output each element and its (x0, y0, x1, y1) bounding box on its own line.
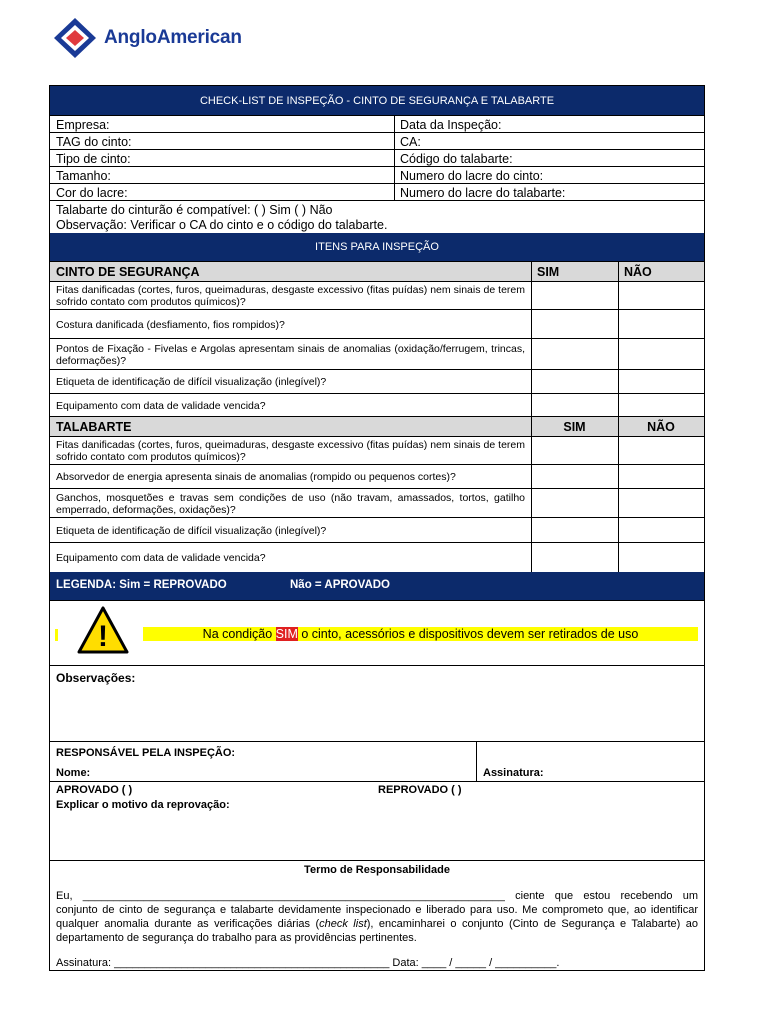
checklist-row (50, 488, 704, 518)
warning-text-after: o cinto, acessórios e dispositivos devem ser retirados de uso (297, 627, 639, 641)
highlight-mark (55, 629, 58, 641)
approval-block (50, 781, 704, 860)
nao-checkbox-cell[interactable] (618, 339, 704, 370)
sim-checkbox-cell[interactable] (531, 543, 618, 573)
warning-text-before: Na condição (202, 627, 276, 641)
company-logo (52, 16, 242, 60)
checklist-row (50, 393, 704, 418)
nao-checkbox-cell[interactable] (618, 437, 704, 465)
sim-checkbox-cell[interactable] (531, 518, 618, 543)
checklist-row (50, 309, 704, 339)
info-label-right: Código do talabarte: (400, 151, 513, 166)
checklist-question: Etiqueta de identificação de difícil visualização (inlegível)? (56, 524, 327, 537)
info-label-left: Cor do lacre: (56, 185, 128, 200)
assinatura-label: Assinatura: (483, 767, 544, 779)
info-row (50, 132, 704, 150)
talabarte-header-row (50, 416, 704, 436)
nao-checkbox-cell[interactable] (618, 465, 704, 489)
checklist-row (50, 338, 704, 370)
checklist-question: Costura danificada (desfiamento, fios rompidos)? (56, 318, 285, 331)
info-label-left: Empresa: (56, 117, 110, 132)
termo-title: Termo de Responsabilidade (304, 864, 450, 876)
info-row (50, 183, 704, 201)
checklist-row (50, 369, 704, 394)
checklist-row (50, 436, 704, 465)
warning-text (143, 627, 698, 641)
legend-left: LEGENDA: Sim = REPROVADO (56, 579, 227, 591)
reprovado-label: REPROVADO ( ) (378, 784, 462, 796)
info-label-left: Tipo de cinto: (56, 151, 131, 166)
checklist-row (50, 281, 704, 310)
explicar-label: Explicar o motivo da reprovação: (56, 799, 230, 811)
checklist-question: Ganchos, mosquetões e travas sem condições de uso (não travam, amassados, tortos, gatilho emperrado, deformações, oxidações)? (56, 491, 525, 516)
info-row (50, 166, 704, 184)
compat-line: Talabarte do cinturão é compatível: ( ) Sim ( ) Não (56, 203, 333, 217)
checklist-question: Pontos de Fixação - Fivelas e Argolas apresentam sinais de anomalias (oxidação/ferrugem, trincas, deformações)? (56, 342, 525, 367)
checklist-row (50, 542, 704, 573)
checklist-question: Equipamento com data de validade vencida? (56, 552, 266, 564)
nao-checkbox-cell[interactable] (618, 282, 704, 310)
form-title-bar (50, 86, 704, 115)
sim-checkbox-cell[interactable] (531, 370, 618, 394)
nao-checkbox-cell[interactable] (618, 543, 704, 573)
items-header: ITENS PARA INSPEÇÃO (315, 241, 439, 253)
sim-checkbox-cell[interactable] (531, 310, 618, 339)
termo-paragraph-a: Eu, _____________________________________________________________________ ciente que estou recebendo um conjunto de cinto de segurança e talabarte devidamente inspecionado e liberado para uso. Me comprometo que, ao identificar qualquer anomalia durante as verificações diárias ( (56, 890, 698, 930)
cinto-sim-header: SIM (537, 264, 560, 279)
info-label-right: Data da Inspeção: (400, 117, 502, 132)
aprovado-label: APROVADO ( ) (56, 784, 133, 796)
items-header-bar (50, 233, 704, 261)
termo-paragraph-b: ), encaminharei o conjunto (Cinto de Segurança e Talabarte) ao departamento de segurança do trabalho para as providências pertinentes. (56, 918, 698, 944)
info-label-right: Numero do lacre do talabarte: (400, 185, 566, 200)
cinto-nao-header: NÃO (624, 264, 652, 279)
logo-text: AngloAmerican (104, 27, 242, 48)
info-row (50, 115, 704, 133)
warning-icon (77, 606, 129, 654)
talabarte-title: TALABARTE (56, 419, 132, 434)
info-label-right: Numero do lacre do cinto: (400, 168, 544, 183)
sim-checkbox-cell[interactable] (531, 437, 618, 465)
talabarte-nao-header: NÃO (647, 419, 675, 434)
nao-checkbox-cell[interactable] (618, 489, 704, 518)
sim-checkbox-cell[interactable] (531, 282, 618, 310)
nome-label: Nome: (56, 767, 91, 779)
checklist-row (50, 517, 704, 543)
cinto-title: CINTO DE SEGURANÇA (56, 264, 200, 279)
info-label-left: Tamanho: (56, 168, 111, 183)
checklist-row (50, 464, 704, 489)
talabarte-sim-header: SIM (563, 419, 586, 434)
legend-bar (50, 572, 704, 600)
checklist-question: Fitas danificadas (cortes, furos, queimaduras, desgaste excessivo (fitas puídas) nem sinais de terem sofrido contato com produtos químicos)? (56, 439, 525, 463)
observacoes-block (50, 665, 704, 741)
inspection-form (49, 85, 705, 971)
termo-paragraph-em: check list (319, 918, 367, 930)
nao-checkbox-cell[interactable] (618, 518, 704, 543)
info-row (50, 149, 704, 167)
termo-paragraph (56, 889, 698, 945)
termo-block (50, 860, 704, 971)
cinto-header-row (50, 261, 704, 281)
sim-checkbox-cell[interactable] (531, 489, 618, 518)
info-label-right: CA: (400, 134, 421, 149)
nao-checkbox-cell[interactable] (618, 310, 704, 339)
responsavel-block (50, 741, 704, 781)
observacoes-label: Observações: (56, 671, 136, 685)
sim-checkbox-cell[interactable] (531, 339, 618, 370)
anglo-american-logo-icon (52, 16, 98, 60)
compat-block (50, 200, 704, 234)
warning-block (50, 600, 704, 665)
legend-right: Não = APROVADO (290, 579, 391, 591)
checklist-question: Equipamento com data de validade vencida? (56, 400, 266, 412)
checklist-question: Absorvedor de energia apresenta sinais de anomalias (rompido ou pequenos cortes)? (56, 471, 456, 483)
sim-checkbox-cell[interactable] (531, 465, 618, 489)
nao-checkbox-cell[interactable] (618, 370, 704, 394)
svg-text:!: ! (98, 620, 108, 653)
checklist-question: Fitas danificadas (cortes, furos, queimaduras, desgaste excessivo (fitas puídas) nem sinais de terem sofrido contato com produtos químicos)? (56, 284, 525, 308)
sim-checkbox-cell[interactable] (531, 394, 618, 418)
termo-sign-line: Assinatura: _____________________________________________ Data: ____ / _____ / __________. (56, 957, 560, 969)
warning-highlight: SIM (275, 627, 298, 641)
info-label-left: TAG do cinto: (56, 134, 132, 149)
observation-line: Observação: Verificar o CA do cinto e o código do talabarte. (56, 218, 388, 232)
checklist-question: Etiqueta de identificação de difícil visualização (inlegível)? (56, 376, 327, 388)
form-title: CHECK-LIST DE INSPEÇÃO - CINTO DE SEGURANÇA E TALABARTE (199, 94, 555, 107)
nao-checkbox-cell[interactable] (618, 394, 704, 418)
responsavel-label: RESPONSÁVEL PELA INSPEÇÃO: (56, 747, 236, 759)
